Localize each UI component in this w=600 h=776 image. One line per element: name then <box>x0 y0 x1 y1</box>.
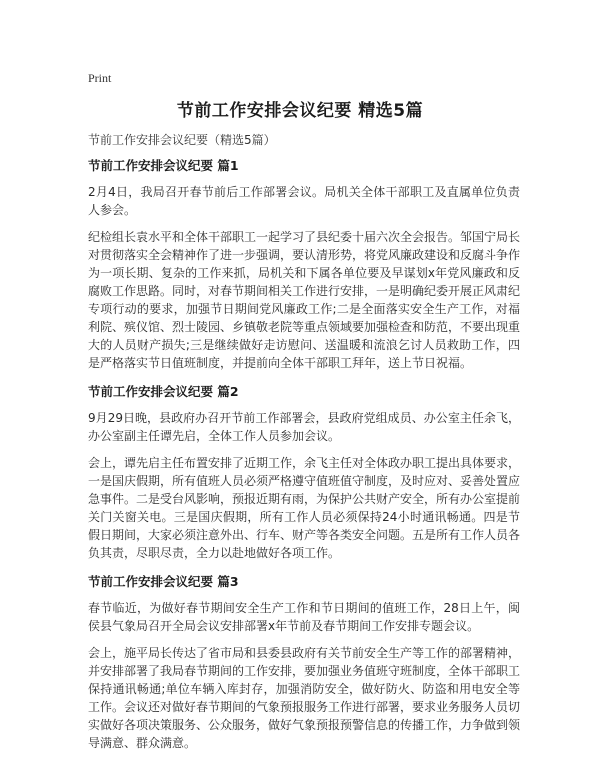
print-label[interactable]: Print <box>88 71 112 85</box>
paragraph: 纪检组长袁水平和全体干部职工一起学习了县纪委十届六次全会报告。邹国宁局长对贯彻落实全会精神作了进一步强调，要认清形势，将党风廉政建设和反腐斗争作为一项长期、复杂的工作来抓，局机关和下属各单位要及早谋划x年党风廉政和反腐败工作思路。同时，对春节期间相关工作进行安排，一是明确纪委开展正风肃纪专项行动的要求，加强节日期间党风廉政工作;二是全面落实安全生产工作，对福利院、殡仪馆、烈士陵园、乡镇敬老院等重点领域要加强检查和防范，不要出现重大的人员财产损失;三是继续做好走访慰问、送温暖和流浪乞讨人员救助工作，四是严格落实节日值班制度，并提前向全体干部职工拜年，送上节日祝福。 <box>88 230 521 370</box>
section-3 <box>88 574 520 752</box>
paragraph: 9月29日晚，县政府办召开节前工作部署会，县政府党组成员、办公室主任余飞，办公室副主任谭先启，全体工作人员参加会议。 <box>88 411 520 443</box>
section-heading: 节前工作安排会议纪要 篇1 <box>88 158 239 173</box>
page-title: 节前工作安排会议纪要 精选5篇 <box>176 101 424 121</box>
section-heading: 节前工作安排会议纪要 篇2 <box>88 384 239 399</box>
paragraph: 会上，施平局长传达了省市局和县委县政府有关节前安全生产等工作的部署精神，并安排部署了我局春节期间的工作安排，要加强业务值班守班制度，全体干部职工保持通讯畅通;单位车辆入库封存，加强消防安全，做好防火、防盗和用电安全等工作。会议还对做好春节期间的气象预报服务工作进行部署，要求业务服务人员切实做好各项决策服务、公众服务，做好气象预报预警信息的传播工作，力争做到领导满意、群众满意。 <box>88 646 521 750</box>
document-body <box>88 158 520 761</box>
paragraph: 会上，谭先启主任布置安排了近期工作，余飞主任对全体政办职工提出具体要求，一是国庆假期，所有值班人员必须严格遵守值班值守制度，及时应对、妥善处置应急事件。二是受台风影响，预报近期有雨，为保护公共财产安全，所有办公室提前关门关窗关电。三是国庆假期，所有工作人员必须保持24小时通讯畅通。四是节假日期间，大家必须注意外出、行车、财产等各类安全问题。五是所有工作人员各负其责，尽职尽责，全力以赴地做好各项工作。 <box>88 456 521 560</box>
paragraph: 2月4日，我局召开春节前后工作部署会议。局机关全体干部职工及直属单位负责人参会。 <box>88 185 520 217</box>
paragraph: 春节临近，为做好春节期间安全生产工作和节日期间的值班工作，28日上午，闽侯县气象局召开全局会议安排部署x年节前及春节期间工作安排专题会议。 <box>88 601 520 633</box>
section-2 <box>88 384 520 562</box>
section-heading: 节前工作安排会议纪要 篇3 <box>88 574 239 589</box>
document-subtitle: 节前工作安排会议纪要（精选5篇） <box>88 133 276 147</box>
section-1 <box>88 158 520 372</box>
